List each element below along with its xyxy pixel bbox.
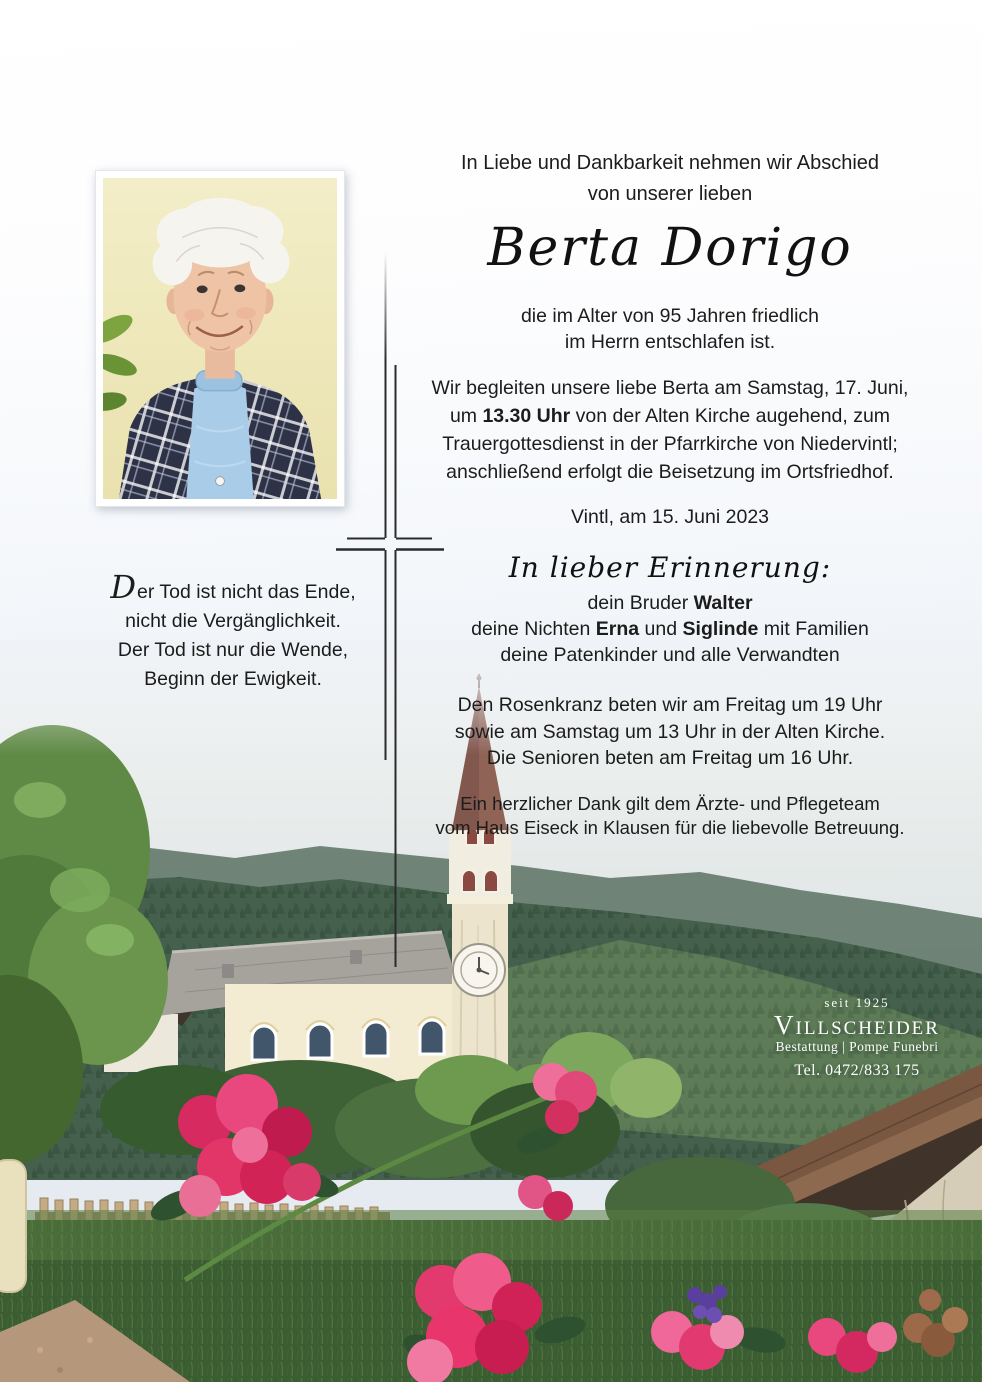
rosary-line-3: Die Senioren beten am Freitag um 16 Uhr. (486, 747, 854, 769)
thanks-text (410, 792, 930, 840)
funeral-line-1: Wir begleiten unsere liebe Berta am Samstag, 17. Juni, (431, 377, 909, 399)
funeral-time: 13.30 Uhr (482, 405, 571, 427)
age-line-1: die im Alter von 95 Jahren friedlich (520, 305, 820, 327)
age-line-2: im Herrn entschlafen ist. (564, 331, 776, 353)
poem-line-1 (78, 568, 388, 607)
rosary-line-2: sowie am Samstag um 13 Uhr in der Alten Kirche. (454, 720, 886, 743)
poem-initial: D (110, 568, 138, 606)
intro-line-2: von unserer lieben (587, 183, 753, 205)
memory-niece-2: Siglinde (682, 618, 759, 640)
poem-line-1-rest: er Tod ist nicht das Ende, (137, 581, 356, 603)
poem (78, 568, 388, 694)
portrait-photo (95, 170, 345, 507)
funeral-line-2 (410, 402, 930, 430)
logo-since: seit 1925 (824, 995, 890, 1010)
memory-line-3: deine Patenkinder und alle Verwandten (500, 644, 840, 666)
intro-line-1: In Liebe und Dankbarkeit nehmen wir Abschied (460, 152, 880, 174)
thanks-line-2: vom Haus Eiseck in Klausen für die liebevolle Betreuung. (435, 817, 905, 838)
funeral-line-2-post: von der Alten Kirche augehend, zum (570, 405, 891, 427)
memory-line-1-pre: dein Bruder (587, 592, 694, 614)
memory-line-2 (410, 616, 930, 642)
rosary-line-1: Den Rosenkranz beten wir am Freitag um 19 Uhr (457, 694, 883, 716)
poem-line-4: Beginn der Ewigkeit. (144, 668, 322, 690)
funeral-line-2-pre: um (449, 405, 483, 427)
memory-brother-name: Walter (693, 592, 753, 614)
funeral-details (410, 374, 930, 486)
funeral-line-4: anschließend erfolgt die Beisetzung im Ortsfriedhof. (446, 461, 894, 483)
memory-line-2-mid: und (639, 618, 683, 640)
poem-line-3: Der Tod ist nur die Wende, (117, 639, 349, 661)
thanks-line-1: Ein herzlicher Dank gilt dem Ärzte- und Pflegeteam (460, 793, 880, 814)
poem-line-2: nicht die Vergänglichkeit. (125, 610, 341, 632)
intro-text (410, 148, 930, 210)
memory-line-1 (410, 590, 930, 616)
logo-phone: Tel. 0472/833 175 (794, 1062, 920, 1079)
funeral-home-logo (733, 995, 981, 1080)
memory-heading: In lieber Erinnerung: (508, 551, 832, 584)
dateline: Vintl, am 15. Juni 2023 (570, 506, 770, 528)
deceased-name: Berta Dorigo (487, 218, 853, 278)
funeral-line-3: Trauergottesdienst in der Pfarrkirche von Niedervintl; (442, 433, 898, 455)
logo-subtitle: Bestattung | Pompe Funebri (775, 1039, 939, 1054)
logo-name: Villscheider (774, 1010, 940, 1040)
memory-list (410, 590, 930, 668)
age-text (410, 303, 930, 355)
memory-niece-1: Erna (595, 618, 640, 640)
memory-line-2-pre: deine Nichten (471, 618, 596, 640)
memory-line-2-post: mit Familien (758, 618, 869, 640)
rosary-text (410, 692, 930, 772)
